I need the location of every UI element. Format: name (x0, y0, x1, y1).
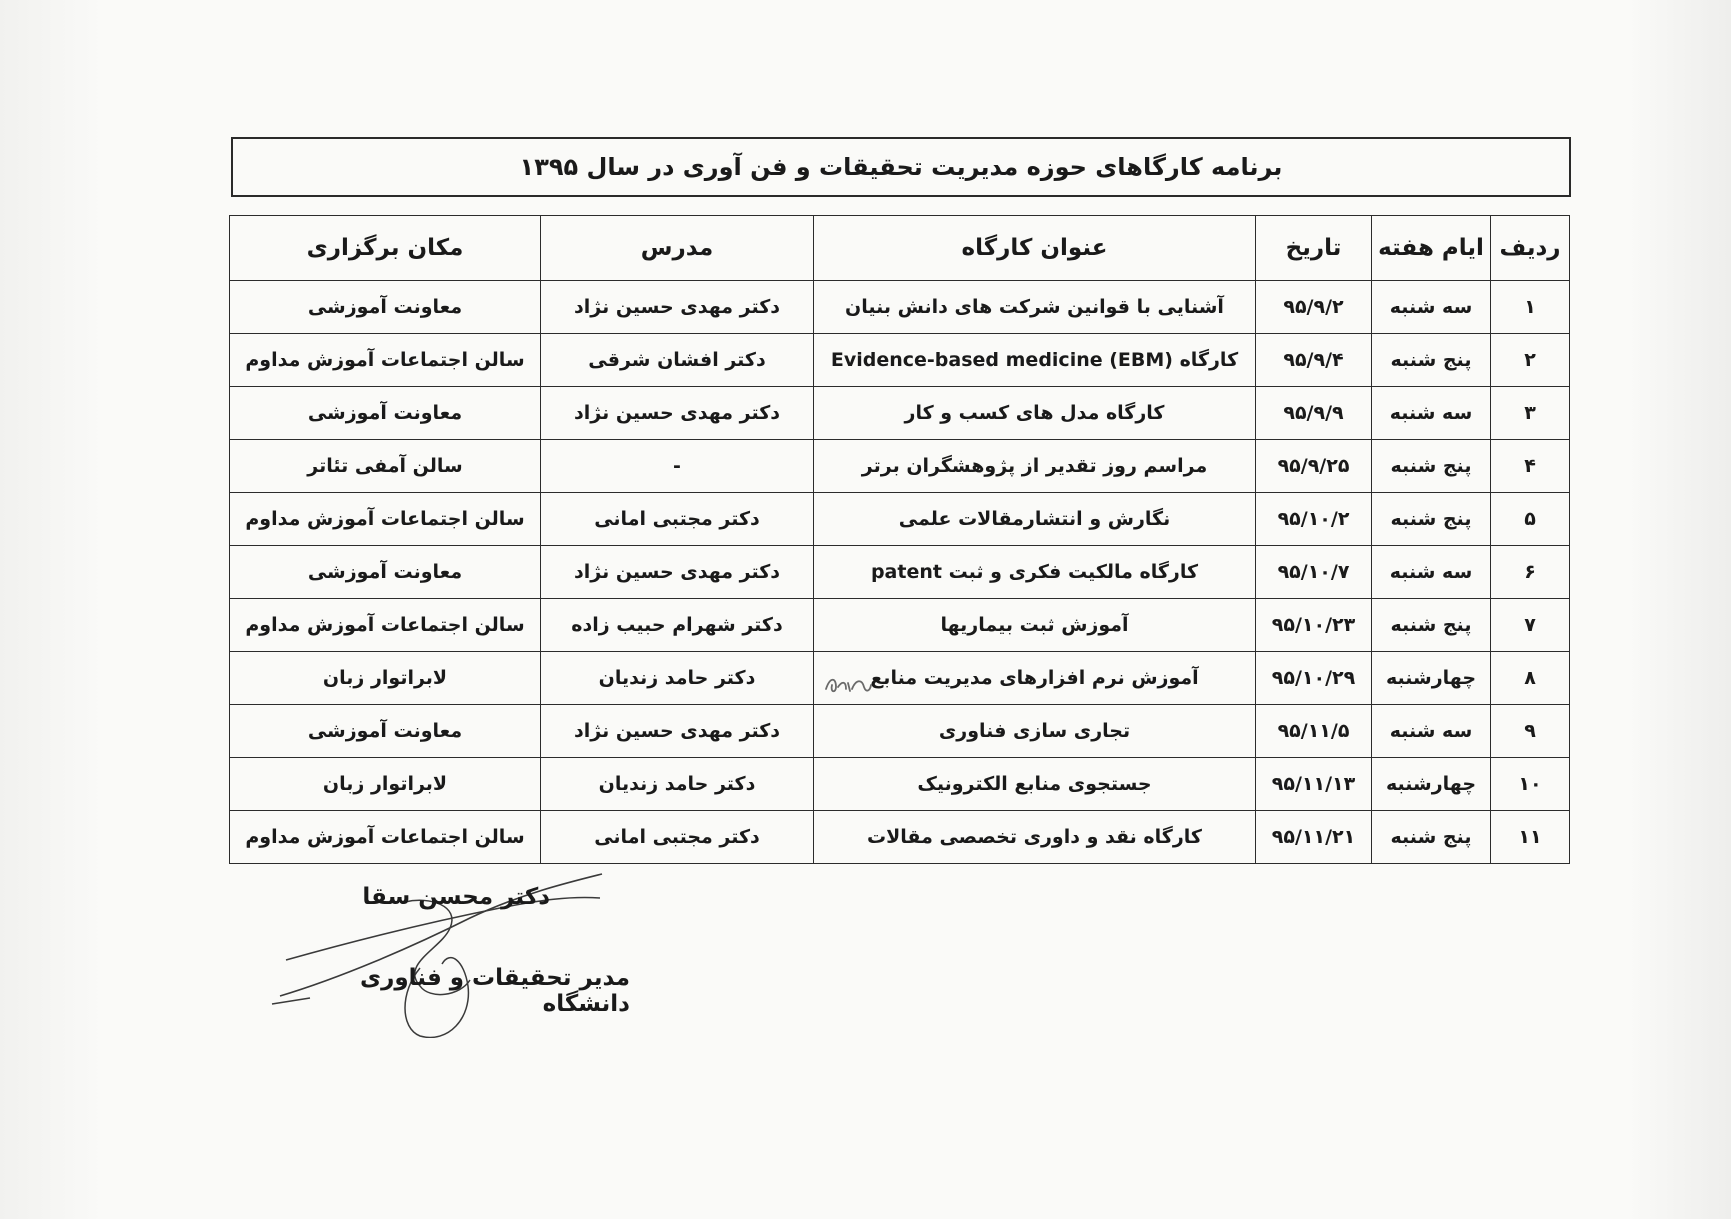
header-teacher: مدرس (541, 216, 814, 281)
cell-row-number: ۶ (1491, 546, 1570, 599)
cell-place: معاونت آموزشی (230, 546, 541, 599)
cell-weekday: چهارشنبه (1372, 652, 1491, 705)
title-box (231, 137, 1571, 197)
cell-weekday: سه شنبه (1372, 387, 1491, 440)
signer-name: دکتر محسن سقا (362, 884, 550, 910)
cell-workshop-title: کارگاه مدل های کسب و کار (814, 387, 1256, 440)
cell-weekday: پنج شنبه (1372, 440, 1491, 493)
cell-place: سالن اجتماعات آموزش مداوم (230, 811, 541, 864)
cell-row-number: ۳ (1491, 387, 1570, 440)
cell-row-number: ۲ (1491, 334, 1570, 387)
cell-place: سالن آمفی تئاتر (230, 440, 541, 493)
workshop-schedule-table (229, 215, 1570, 864)
cell-teacher: دکتر شهرام حبیب زاده (541, 599, 814, 652)
cell-teacher: - (541, 440, 814, 493)
table-header-row (230, 216, 1570, 281)
header-workshop-title: عنوان کارگاه (814, 216, 1256, 281)
table-row (230, 599, 1570, 652)
cell-teacher: دکتر مهدی حسین نژاد (541, 705, 814, 758)
cell-date: ۹۵/۱۰/۲ (1256, 493, 1372, 546)
cell-row-number: ۸ (1491, 652, 1570, 705)
cell-place: لابراتوار زبان (230, 652, 541, 705)
cell-date: ۹۵/۱۰/۲۹ (1256, 652, 1372, 705)
header-date: تاریخ (1256, 216, 1372, 281)
header-place: مکان برگزاری (230, 216, 541, 281)
cell-date: ۹۵/۹/۹ (1256, 387, 1372, 440)
cell-workshop-title: آشنایی با قوانین شرکت های دانش بنیان (814, 281, 1256, 334)
table-row (230, 281, 1570, 334)
cell-workshop-title: آموزش نرم افزارهای مدیریت منابع (814, 652, 1256, 705)
cell-workshop-title: مراسم روز تقدیر از پژوهشگران برتر (814, 440, 1256, 493)
cell-place: معاونت آموزشی (230, 387, 541, 440)
cell-teacher: دکتر مجتبی امانی (541, 493, 814, 546)
cell-date: ۹۵/۹/۲ (1256, 281, 1372, 334)
table-row (230, 334, 1570, 387)
cell-teacher: دکتر افشان شرقی (541, 334, 814, 387)
cell-workshop-title: کارگاه مالکیت فکری و ثبت patent (814, 546, 1256, 599)
cell-place: سالن اجتماعات آموزش مداوم (230, 599, 541, 652)
table-row (230, 440, 1570, 493)
cell-weekday: سه شنبه (1372, 546, 1491, 599)
cell-teacher: دکتر مهدی حسین نژاد (541, 281, 814, 334)
cell-teacher: دکتر حامد زندیان (541, 758, 814, 811)
table-row (230, 546, 1570, 599)
cell-weekday: پنج شنبه (1372, 599, 1491, 652)
cell-place: معاونت آموزشی (230, 705, 541, 758)
cell-teacher: دکتر حامد زندیان (541, 652, 814, 705)
cell-workshop-title: کارگاه (Evidence-based medicine (EBM (814, 334, 1256, 387)
document-title: برنامه کارگاهای حوزه مدیریت تحقیقات و فن آوری در سال ۱۳۹۵ (519, 153, 1283, 181)
cell-date: ۹۵/۱۰/۲۳ (1256, 599, 1372, 652)
signature-block (270, 868, 670, 1038)
cell-row-number: ۷ (1491, 599, 1570, 652)
cell-workshop-title: تجاری سازی فناوری (814, 705, 1256, 758)
cell-date: ۹۵/۱۱/۵ (1256, 705, 1372, 758)
cell-weekday: چهارشنبه (1372, 758, 1491, 811)
signer-title: مدیر تحقیقات و فناوری دانشگاه (360, 965, 630, 1017)
cell-row-number: ۵ (1491, 493, 1570, 546)
cell-row-number: ۹ (1491, 705, 1570, 758)
cell-row-number: ۴ (1491, 440, 1570, 493)
cell-date: ۹۵/۱۱/۱۳ (1256, 758, 1372, 811)
header-row-number: ردیف (1491, 216, 1570, 281)
table-row (230, 652, 1570, 705)
cell-row-number: ۱۱ (1491, 811, 1570, 864)
cell-teacher: دکتر مهدی حسین نژاد (541, 546, 814, 599)
cell-weekday: پنج شنبه (1372, 493, 1491, 546)
cell-workshop-title: کارگاه نقد و داوری تخصصی مقالات (814, 811, 1256, 864)
cell-place: لابراتوار زبان (230, 758, 541, 811)
cell-place: معاونت آموزشی (230, 281, 541, 334)
cell-date: ۹۵/۱۰/۷ (1256, 546, 1372, 599)
cell-date: ۹۵/۱۱/۲۱ (1256, 811, 1372, 864)
cell-weekday: پنج شنبه (1372, 334, 1491, 387)
cell-weekday: سه شنبه (1372, 705, 1491, 758)
cell-place: سالن اجتماعات آموزش مداوم (230, 493, 541, 546)
table-row (230, 811, 1570, 864)
cell-date: ۹۵/۹/۲۵ (1256, 440, 1372, 493)
table-row (230, 758, 1570, 811)
cell-date: ۹۵/۹/۴ (1256, 334, 1372, 387)
cell-place: سالن اجتماعات آموزش مداوم (230, 334, 541, 387)
cell-workshop-title: آموزش ثبت بیماریها (814, 599, 1256, 652)
cell-weekday: پنج شنبه (1372, 811, 1491, 864)
table-row (230, 387, 1570, 440)
cell-row-number: ۱۰ (1491, 758, 1570, 811)
cell-row-number: ۱ (1491, 281, 1570, 334)
header-weekday: ایام هفته (1372, 216, 1491, 281)
cell-workshop-title: جستجوی منابع الکترونیک (814, 758, 1256, 811)
cell-weekday: سه شنبه (1372, 281, 1491, 334)
table-row (230, 493, 1570, 546)
cell-teacher: دکتر مجتبی امانی (541, 811, 814, 864)
table-row (230, 705, 1570, 758)
handwritten-annotation (822, 669, 874, 697)
cell-workshop-title: نگارش و انتشارمقالات علمی (814, 493, 1256, 546)
cell-teacher: دکتر مهدی حسین نژاد (541, 387, 814, 440)
